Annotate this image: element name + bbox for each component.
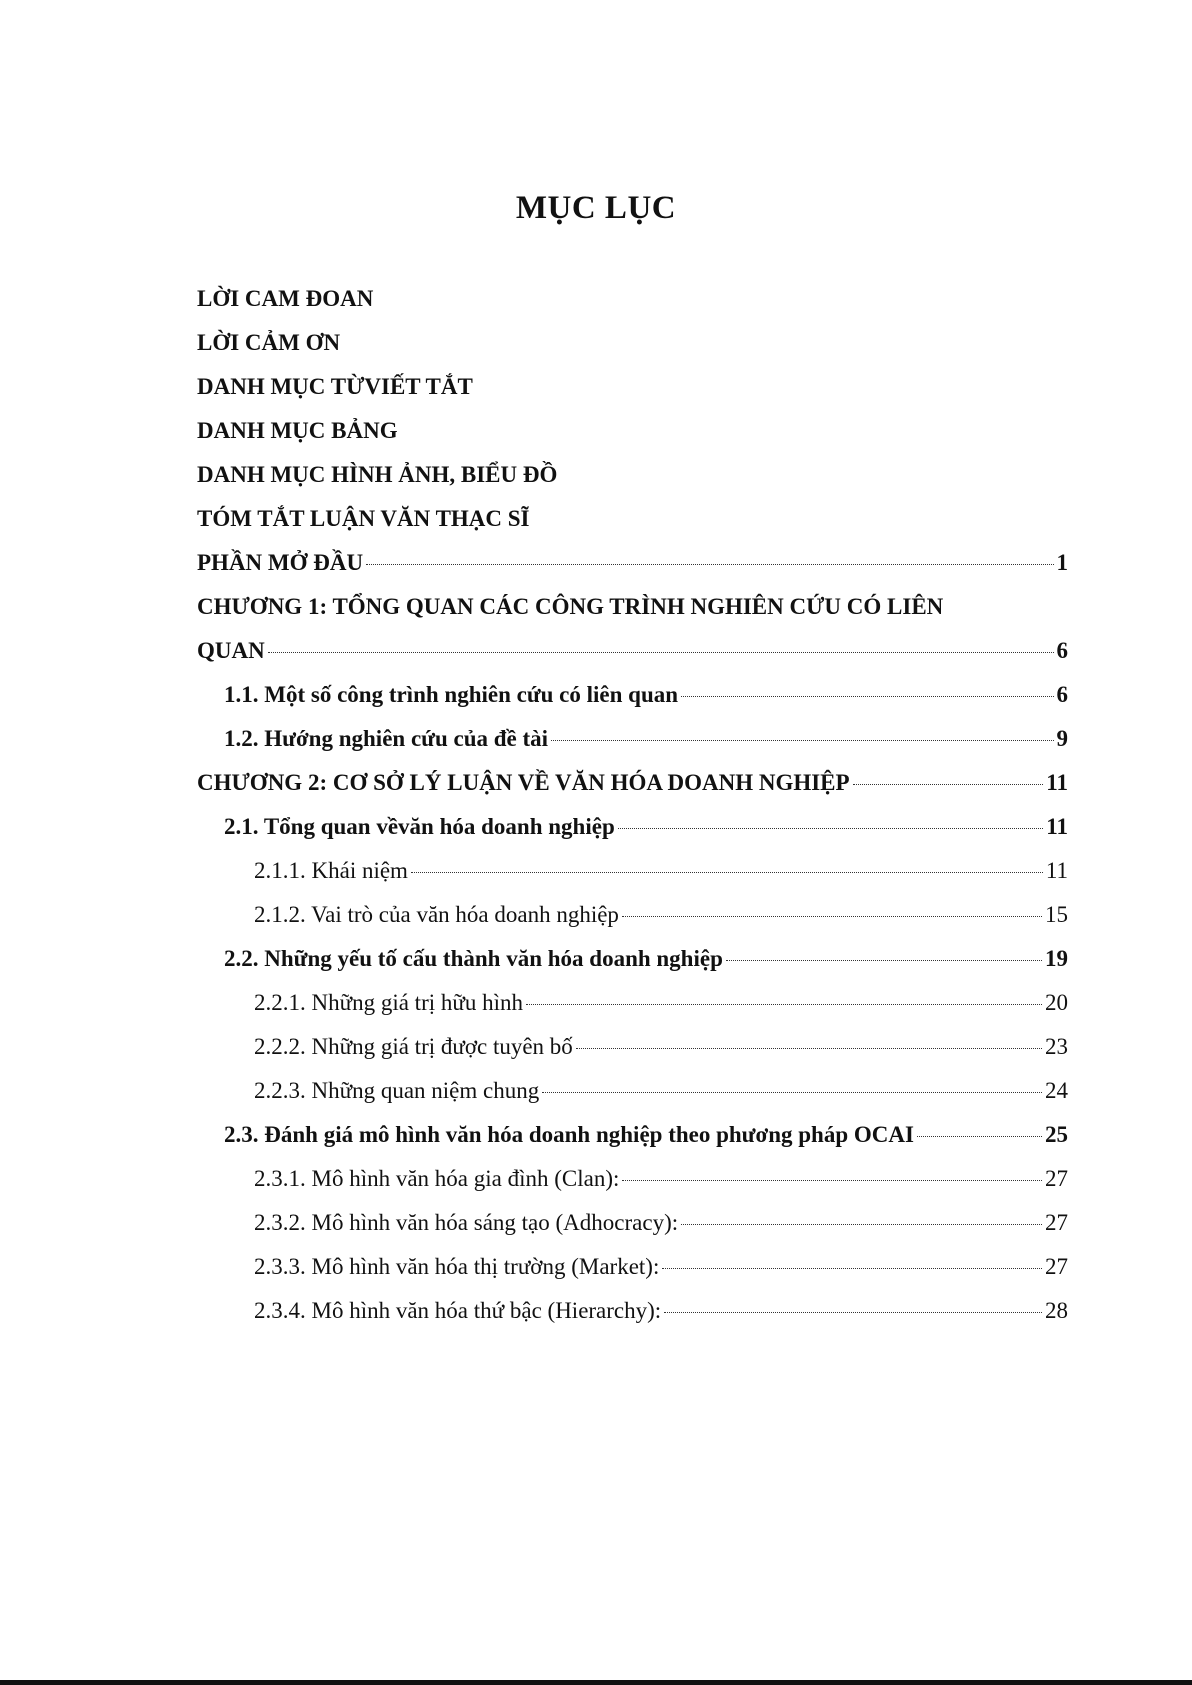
toc-page-number: 11: [1046, 814, 1068, 839]
toc-page-number: 19: [1045, 946, 1068, 971]
toc-entry-label: DANH MỤC BẢNG: [197, 418, 398, 443]
toc-entry[interactable]: [197, 416, 1068, 446]
toc-entry[interactable]: [197, 592, 1068, 622]
toc-entry[interactable]: [224, 680, 1068, 710]
toc-entry[interactable]: [254, 1208, 1068, 1238]
dot-leader: [726, 960, 1042, 961]
toc-entry-label: 2.3. Đánh giá mô hình văn hóa doanh nghiệp theo phương pháp OCAI: [224, 1122, 914, 1147]
toc-page-number: 6: [1056, 638, 1068, 663]
toc-page-number: 15: [1045, 902, 1068, 927]
dot-leader: [411, 872, 1043, 873]
toc-entry-label: CHƯƠNG 2: CƠ SỞ LÝ LUẬN VỀ VĂN HÓA DOANH NGHIỆP: [197, 770, 850, 795]
toc-page-number: 25: [1045, 1122, 1068, 1147]
dot-leader: [551, 740, 1053, 741]
toc-entry[interactable]: [254, 1032, 1068, 1062]
toc-entry-label: 2.3.2. Mô hình văn hóa sáng tạo (Adhocracy):: [254, 1210, 679, 1235]
toc-entry-label: LỜI CẢM ƠN: [197, 330, 341, 355]
toc-page-number: 27: [1045, 1254, 1068, 1279]
toc-entry-label: TÓM TẮT LUẬN VĂN THẠC SĨ: [197, 506, 530, 531]
dot-leader: [664, 1312, 1042, 1313]
dot-leader: [366, 564, 1053, 565]
toc-entry-label: LỜI CAM ĐOAN: [197, 286, 374, 311]
toc-entry[interactable]: [197, 284, 1068, 314]
toc-page-number: 27: [1045, 1210, 1068, 1235]
dot-leader: [681, 696, 1053, 697]
toc-entry[interactable]: [254, 1296, 1068, 1326]
toc-entry-label: 2.1.1. Khái niệm: [254, 858, 408, 883]
toc-entry-label: 2.1. Tổng quan vềvăn hóa doanh nghiệp: [224, 814, 615, 839]
toc-entry[interactable]: [224, 944, 1068, 974]
dot-leader: [542, 1092, 1042, 1093]
toc-entry[interactable]: [254, 900, 1068, 930]
dot-leader: [622, 1180, 1042, 1181]
toc-entry[interactable]: [197, 328, 1068, 358]
toc-page-number: 9: [1056, 726, 1068, 751]
toc-page-number: 11: [1045, 858, 1068, 883]
dot-leader: [853, 784, 1044, 785]
toc-entry-label: 2.2.1. Những giá trị hữu hình: [254, 990, 523, 1015]
toc-entry-label: DANH MỤC TỪVIẾT TẮT: [197, 374, 473, 399]
dot-leader: [618, 828, 1044, 829]
toc-page-number: 27: [1045, 1166, 1068, 1191]
toc-entry[interactable]: [254, 1252, 1068, 1282]
dot-leader: [681, 1224, 1042, 1225]
toc-entry-label: 2.3.3. Mô hình văn hóa thị trường (Market):: [254, 1254, 660, 1279]
toc-entry[interactable]: [197, 460, 1068, 490]
toc-entry[interactable]: [197, 768, 1068, 798]
toc-entry[interactable]: [254, 1076, 1068, 1106]
toc-entry-label: 1.1. Một số công trình nghiên cứu có liên quan: [224, 682, 679, 707]
toc-entry-label: 1.2. Hướng nghiên cứu của đề tài: [224, 726, 549, 751]
toc-entry[interactable]: [254, 856, 1068, 886]
dot-leader: [917, 1136, 1042, 1137]
page-title: MỤC LỤC: [515, 190, 677, 226]
toc-entry-label: 2.2.3. Những quan niệm chung: [254, 1078, 540, 1103]
toc-page-number: 11: [1046, 770, 1068, 795]
toc-entry-label: DANH MỤC HÌNH ẢNH, BIỂU ĐỒ: [197, 462, 558, 487]
dot-leader: [268, 652, 1054, 653]
toc-entry-label: 2.2. Những yếu tố cấu thành văn hóa doanh nghiệp: [224, 946, 723, 971]
toc-entry-label: 2.2.2. Những giá trị được tuyên bố: [254, 1034, 573, 1059]
toc-entry-label: 2.3.4. Mô hình văn hóa thứ bậc (Hierarchy):: [254, 1298, 662, 1323]
toc-entry[interactable]: [254, 1164, 1068, 1194]
toc-entry[interactable]: [197, 504, 1068, 534]
toc-entry-label: 2.3.1. Mô hình văn hóa gia đình (Clan):: [254, 1166, 620, 1191]
toc-page-number: 23: [1045, 1034, 1068, 1059]
toc-entry[interactable]: [224, 1120, 1068, 1150]
toc-entry-label: PHẦN MỞ ĐẦU: [197, 550, 364, 575]
dot-leader: [576, 1048, 1042, 1049]
toc-page-number: 6: [1056, 682, 1068, 707]
page-bottom-border: [0, 1680, 1192, 1685]
toc-entry[interactable]: [197, 372, 1068, 402]
toc-entry[interactable]: [197, 636, 1068, 666]
toc-entry-label: 2.1.2. Vai trò của văn hóa doanh nghiệp: [254, 902, 619, 927]
dot-leader: [622, 916, 1042, 917]
toc-page-number: 28: [1045, 1298, 1068, 1323]
toc-entry-label: QUAN: [197, 638, 265, 663]
toc-page-number: 1: [1056, 550, 1068, 575]
toc-entry[interactable]: [224, 724, 1068, 754]
toc-page-number: 24: [1045, 1078, 1068, 1103]
toc-page-number: 20: [1045, 990, 1068, 1015]
toc-entry[interactable]: [197, 548, 1068, 578]
toc-entry[interactable]: [254, 988, 1068, 1018]
dot-leader: [526, 1004, 1042, 1005]
dot-leader: [662, 1268, 1042, 1269]
toc-entry-label: CHƯƠNG 1: TỔNG QUAN CÁC CÔNG TRÌNH NGHIÊN CỨU CÓ LIÊN: [197, 594, 944, 619]
toc-entry[interactable]: [224, 812, 1068, 842]
